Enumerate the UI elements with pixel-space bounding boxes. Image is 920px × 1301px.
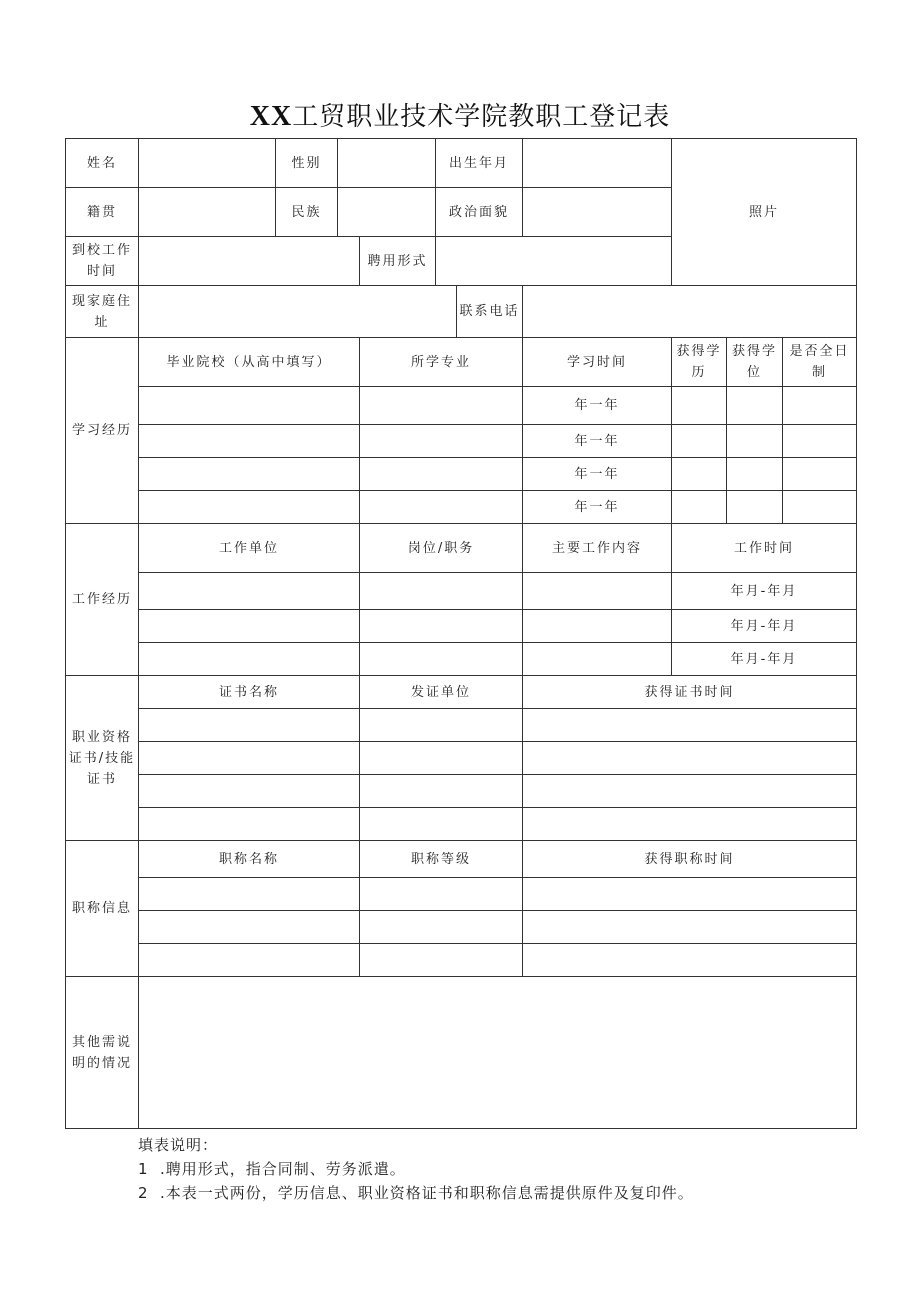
cert-name-cell[interactable] [139,775,360,808]
registration-form [65,138,857,1129]
title-date-cell[interactable] [523,944,857,977]
work-period-cell[interactable]: 年月-年月 [672,573,857,610]
title-main: 工贸职业技术学院教职工登记表 [292,102,671,132]
cert-name-cell[interactable] [139,742,360,775]
cert-issuer-cell[interactable] [360,742,523,775]
note-text: .本表一式两份，学历信息、职业资格证书和职称信息需提供原件及复印件。 [160,1184,694,1202]
field-gender[interactable] [338,139,436,188]
work-header-employer: 工作单位 [139,524,360,573]
photo-box[interactable]: 照片 [672,139,857,286]
form-title [0,96,920,133]
section-education: 学习经历 [66,338,139,524]
field-ethnicity[interactable] [338,188,436,237]
title-name-cell[interactable] [139,911,360,944]
label-ethnicity: 民族 [276,188,338,237]
work-position-cell[interactable] [360,643,523,676]
cert-name-cell[interactable] [139,808,360,841]
title-header-name: 职称名称 [139,841,360,878]
note-item [138,1181,694,1205]
edu-school-cell[interactable] [139,491,360,524]
field-birth[interactable] [523,139,672,188]
work-duties-cell[interactable] [523,573,672,610]
label-other: 其他需说明的情况 [66,977,139,1129]
edu-degree-cell[interactable] [727,458,783,491]
cert-date-cell[interactable] [523,742,857,775]
title-prefix: XX [249,101,293,132]
label-address: 现家庭住址 [66,286,139,338]
edu-degree-level-cell[interactable] [672,458,727,491]
title-date-cell[interactable] [523,911,857,944]
edu-fulltime-cell[interactable] [783,491,857,524]
title-name-cell[interactable] [139,944,360,977]
edu-header-degree: 获得学位 [727,338,783,387]
label-phone: 联系电话 [457,286,523,338]
label-political-status: 政治面貌 [436,188,523,237]
label-gender: 性别 [276,139,338,188]
form-notes [138,1133,694,1205]
field-political-status[interactable] [523,188,672,237]
edu-period-cell[interactable]: 年一年 [523,425,672,458]
label-employment-form: 聘用形式 [360,237,436,286]
work-employer-cell[interactable] [139,643,360,676]
section-certificates: 职业资格证书/技能证书 [66,676,139,841]
cert-date-cell[interactable] [523,808,857,841]
note-text: .聘用形式，指合同制、劳务派遣。 [160,1160,406,1178]
section-titles: 职称信息 [66,841,139,977]
work-duties-cell[interactable] [523,643,672,676]
work-position-cell[interactable] [360,573,523,610]
edu-school-cell[interactable] [139,387,360,425]
work-header-period: 工作时间 [672,524,857,573]
title-header-date: 获得职称时间 [523,841,857,878]
work-duties-cell[interactable] [523,610,672,643]
field-name[interactable] [139,139,276,188]
work-period-cell[interactable]: 年月-年月 [672,643,857,676]
edu-degree-cell[interactable] [727,425,783,458]
field-start-work-date[interactable] [139,237,360,286]
cert-issuer-cell[interactable] [360,775,523,808]
edu-period-cell[interactable]: 年一年 [523,458,672,491]
field-employment-form[interactable] [436,237,672,286]
edu-header-degree-level: 获得学历 [672,338,727,387]
edu-school-cell[interactable] [139,458,360,491]
edu-degree-cell[interactable] [727,491,783,524]
edu-fulltime-cell[interactable] [783,387,857,425]
edu-major-cell[interactable] [360,425,523,458]
work-period-cell[interactable]: 年月-年月 [672,610,857,643]
cert-name-cell[interactable] [139,709,360,742]
edu-header-major: 所学专业 [360,338,523,387]
cert-date-cell[interactable] [523,775,857,808]
note-number: 1 [138,1160,149,1178]
section-work: 工作经历 [66,524,139,676]
work-position-cell[interactable] [360,610,523,643]
edu-degree-level-cell[interactable] [672,387,727,425]
label-start-work-date: 到校工作时间 [66,237,139,286]
title-level-cell[interactable] [360,944,523,977]
cert-issuer-cell[interactable] [360,709,523,742]
cert-issuer-cell[interactable] [360,808,523,841]
edu-degree-level-cell[interactable] [672,425,727,458]
title-name-cell[interactable] [139,878,360,911]
field-native-place[interactable] [139,188,276,237]
note-item [138,1157,694,1181]
edu-period-cell[interactable]: 年一年 [523,491,672,524]
cert-header-date: 获得证书时间 [523,676,857,709]
work-header-duties: 主要工作内容 [523,524,672,573]
edu-fulltime-cell[interactable] [783,425,857,458]
cert-date-cell[interactable] [523,709,857,742]
title-header-level: 职称等级 [360,841,523,878]
edu-major-cell[interactable] [360,458,523,491]
label-birth: 出生年月 [436,139,523,188]
edu-school-cell[interactable] [139,425,360,458]
edu-header-fulltime: 是否全日制 [783,338,857,387]
title-level-cell[interactable] [360,878,523,911]
edu-degree-level-cell[interactable] [672,491,727,524]
edu-degree-cell[interactable] [727,387,783,425]
label-native-place: 籍贯 [66,188,139,237]
edu-major-cell[interactable] [360,387,523,425]
edu-header-period: 学习时间 [523,338,672,387]
label-name: 姓名 [66,139,139,188]
notes-heading: 填表说明： [138,1136,219,1154]
edu-fulltime-cell[interactable] [783,458,857,491]
work-employer-cell[interactable] [139,573,360,610]
field-address[interactable] [139,286,457,338]
field-other[interactable] [139,977,857,1129]
work-employer-cell[interactable] [139,610,360,643]
field-phone[interactable] [523,286,857,338]
edu-header-school: 毕业院校（从高中填写） [139,338,360,387]
title-date-cell[interactable] [523,878,857,911]
edu-major-cell[interactable] [360,491,523,524]
cert-header-name: 证书名称 [139,676,360,709]
note-number: 2 [138,1184,149,1202]
work-header-position: 岗位/职务 [360,524,523,573]
cert-header-issuer: 发证单位 [360,676,523,709]
edu-period-cell[interactable]: 年一年 [523,387,672,425]
title-level-cell[interactable] [360,911,523,944]
